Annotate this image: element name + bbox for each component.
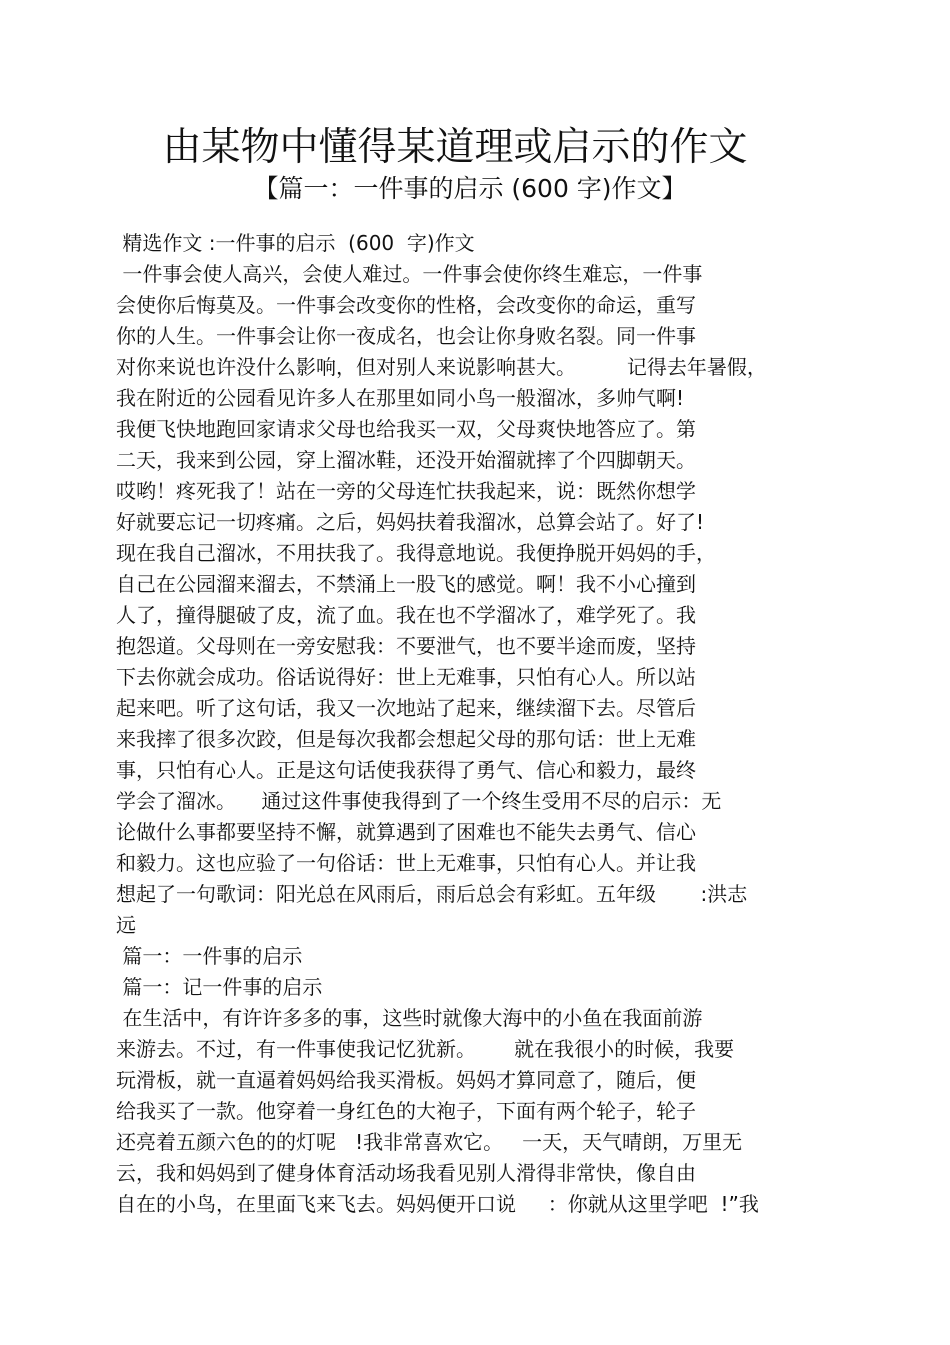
text-line: 会使你后悔莫及。一件事会改变你的性格，会改变你的命运，重写 [116, 293, 696, 317]
text-line: 起来吧。听了这句话，我又一次地站了起来，继续溜下去。尽管后 [116, 696, 696, 720]
text-line: 远 [116, 913, 136, 937]
text-line: 我在附近的公园看见许多人在那里如同小鸟一般溜冰，多帅气啊! [116, 386, 685, 410]
text-line: 下去你就会成功。俗话说得好：世上无难事，只怕有心人。所以站 [116, 665, 696, 689]
text-line: 和毅力。这也应验了一句俗话：世上无难事，只怕有心人。并让我 [116, 851, 696, 875]
text-line: 在生活中，有许许多多的事，这些时就像大海中的小鱼在我面前游 [116, 1006, 703, 1030]
text-line: 云，我和妈妈到了健身体育活动场我看见别人滑得非常快，像自由 [116, 1161, 696, 1185]
text-line: 精选作文 :一件事的启示 (600 字)作文 [116, 231, 475, 255]
document-subtitle: 【篇一：一件事的启示 (600 字)作文】 [253, 174, 687, 203]
text-line: 篇一：记一件事的启示 [116, 975, 323, 999]
text-line: 人了，撞得腿破了皮，流了血。我在也不学溜冰了，难学死了。我 [116, 603, 696, 627]
text-line: 对你来说也许没什么影响，但对别人来说影响甚大。 记得去年暑假， [116, 355, 767, 379]
text-line: 抱怨道。父母则在一旁安慰我：不要泄气，也不要半途而废，坚持 [116, 634, 696, 658]
text-line: 好就要忘记一切疼痛。之后，妈妈扶着我溜冰，总算会站了。好了! [116, 510, 705, 534]
text-line: 想起了一句歌词：阳光总在风雨后，雨后总会有彩虹。五年级 :洪志 [116, 882, 748, 906]
text-line: 事，只怕有心人。正是这句话使我获得了勇气、信心和毅力，最终 [116, 758, 696, 782]
document-body [116, 228, 836, 1220]
text-line: 玩滑板，就一直逼着妈妈给我买滑板。妈妈才算同意了，随后，便 [116, 1068, 696, 1092]
text-line: 自己在公园溜来溜去，不禁涌上一股飞的感觉。啊！我不小心撞到 [116, 572, 696, 596]
text-line: 我便飞快地跑回家请求父母也给我买一双，父母爽快地答应了。第 [116, 417, 696, 441]
text-line: 自在的小鸟，在里面飞来飞去。妈妈便开口说 ：你就从这里学吧 !”我 [116, 1192, 759, 1216]
document-title: 由某物中懂得某道理或启示的作文 [162, 125, 748, 170]
text-line: 现在我自己溜冰，不用扶我了。我得意地说。我便挣脱开妈妈的手， [116, 541, 716, 565]
text-line: 来游去。不过，有一件事使我记忆犹新。 就在我很小的时候，我要 [116, 1037, 735, 1061]
text-line: 篇一：一件事的启示 [116, 944, 303, 968]
text-line: 二天，我来到公园，穿上溜冰鞋，还没开始溜就摔了个四脚朝天。 [116, 448, 696, 472]
text-line: 还亮着五颜六色的的灯呢 !我非常喜欢它。 一天，天气晴朗，万里无 [116, 1130, 743, 1154]
text-line: 一件事会使人高兴，会使人难过。一件事会使你终生难忘，一件事 [116, 262, 703, 286]
text-line: 来我摔了很多次跤，但是每次我都会想起父母的那句话：世上无难 [116, 727, 696, 751]
text-line: 学会了溜冰。 通过这件事使我得到了一个终生受用不尽的启示：无 [116, 789, 722, 813]
text-line: 给我买了一款。他穿着一身红色的大袍子，下面有两个轮子，轮子 [116, 1099, 696, 1123]
text-line: 你的人生。一件事会让你一夜成名，也会让你身败名裂。同一件事 [116, 324, 696, 348]
text-line: 哎哟！疼死我了！站在一旁的父母连忙扶我起来，说：既然你想学 [116, 479, 696, 503]
text-line: 论做什么事都要坚持不懈，就算遇到了困难也不能失去勇气、信心 [116, 820, 696, 844]
